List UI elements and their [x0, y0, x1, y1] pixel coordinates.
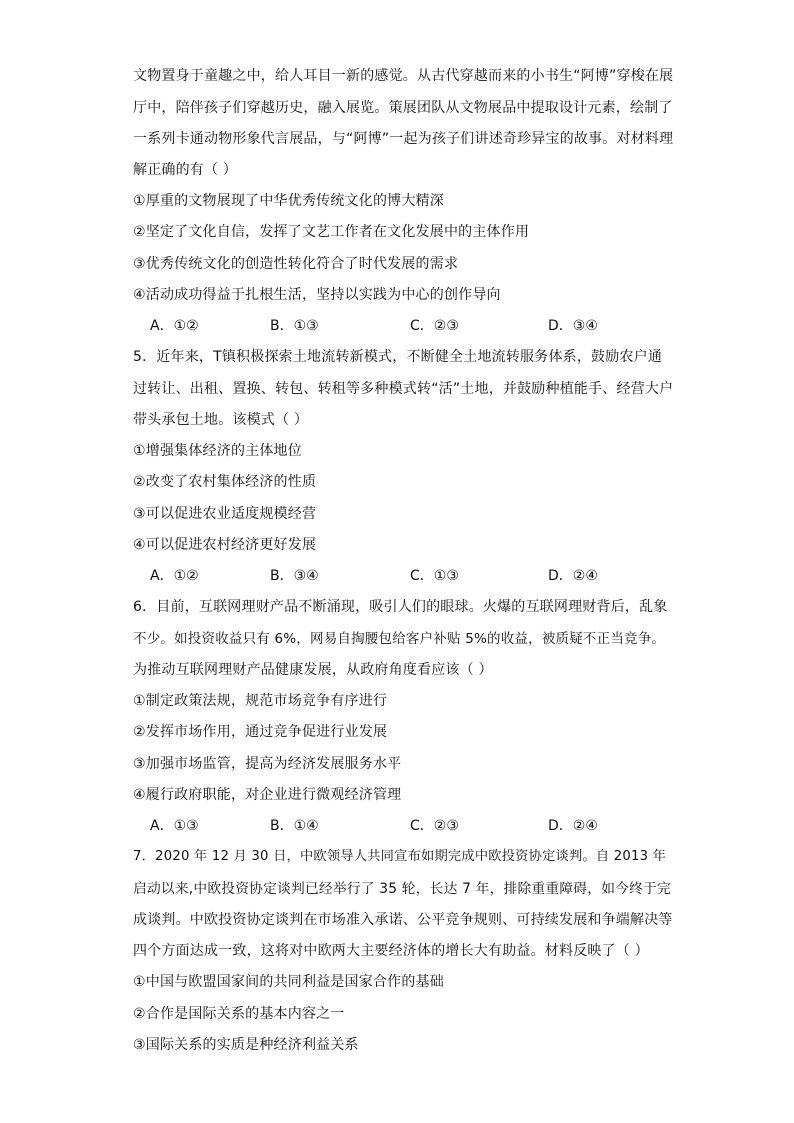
q4-statement-3: ③优秀传统文化的创造性转化符合了时代发展的需求	[133, 256, 459, 272]
q4-stem-line-4: 解正确的有（ ）	[133, 162, 238, 178]
q5-option-a: A．①②	[150, 568, 199, 584]
q6-option-d: D．②④	[548, 818, 598, 834]
q5-statement-1: ①增强集体经济的主体地位	[133, 443, 302, 459]
q6-stem-line-3: 为推动互联网理财产品健康发展，从政府角度看应该（ ）	[133, 662, 493, 678]
q5-stem-line-1: 5．近年来，T镇积极探索土地流转新模式，不断健全土地流转服务体系，鼓励农户通	[133, 349, 663, 365]
q5-options	[150, 566, 670, 586]
q4-stem-line-2: 厅中，陪伴孩子们穿越历史，融入展览。策展团队从文物展品中提取设计元素，绘制了	[133, 100, 673, 116]
q4-statement-2: ②坚定了文化自信，发挥了文艺工作者在文化发展中的主体作用	[133, 224, 530, 240]
q7-statement-1: ①中国与欧盟国家间的共同利益是国家合作的基础	[133, 974, 444, 990]
q5-option-c: C．①③	[410, 568, 459, 584]
q6-option-a: A．①③	[150, 818, 199, 834]
q6-statement-4: ④履行政府职能，对企业进行微观经济管理	[133, 787, 402, 803]
q7-stem-line-1: 7．2020 年 12 月 30 日，中欧领导人共同宣布如期完成中欧投资协定谈判。自 2013 年	[133, 849, 667, 864]
q7-stem-line-3: 成谈判。中欧投资协定谈判在市场准入承诺、公平竞争规则、可持续发展和争端解决等	[133, 912, 673, 928]
q5-stem-line-3: 带头承包土地。该模式（ ）	[133, 412, 309, 428]
q4-stem-line-3: 一系列卡通动物形象代言展品，与“阿博”一起为孩子们讲述奇珍异宝的故事。对材料理	[133, 131, 674, 147]
q4-option-a: A．①②	[150, 318, 199, 334]
q6-statement-1: ①制定政策法规，规范市场竞争有序进行	[133, 693, 388, 709]
q6-statement-2: ②发挥市场作用，通过竞争促进行业发展	[133, 724, 388, 740]
q4-options	[150, 316, 670, 336]
q6-statement-3: ③加强市场监管，提高为经济发展服务水平	[133, 756, 402, 772]
q6-options	[150, 816, 670, 836]
q6-option-c: C．②③	[410, 818, 459, 834]
q5-stem-line-2: 过转让、出租、置换、转包、转租等多种模式转“活”土地，并鼓励种植能手、经营大户	[133, 381, 674, 397]
q7-statement-3: ③国际关系的实质是种经济利益关系	[133, 1037, 359, 1053]
q4-option-d: D．③④	[548, 318, 598, 334]
q4-option-b: B．①③	[270, 318, 319, 334]
q4-option-c: C．②③	[410, 318, 459, 334]
q5-statement-3: ③可以促进农业适度规模经营	[133, 506, 317, 522]
q5-statement-4: ④可以促进农村经济更好发展	[133, 537, 317, 553]
q7-stem-line-4: 四个方面达成一致，这将对中欧两大主要经济体的增长大有助益。材料反映了（ ）	[133, 943, 649, 959]
q4-stem-line-1: 文物置身于童趣之中，给人耳目一新的感觉。从古代穿越而来的小书生“阿博”穿梭在展	[133, 68, 674, 84]
q7-stem-line-2: 启动以来,中欧投资协定谈判已经举行了 35 轮，长达 7 年，排除重重障碍，如今终于完	[133, 881, 671, 897]
q4-statement-4: ④活动成功得益于扎根生活，坚持以实践为中心的创作导向	[133, 287, 501, 303]
q6-stem-line-1: 6．目前，互联网理财产品不断涌现，吸引人们的眼球。火爆的互联网理财背后，乱象	[133, 599, 668, 615]
q5-option-b: B．③④	[270, 568, 319, 584]
q6-option-b: B．①④	[270, 818, 319, 834]
q7-statement-2: ②合作是国际关系的基本内容之一	[133, 1006, 345, 1022]
q4-statement-1: ①厚重的文物展现了中华优秀传统文化的博大精深	[133, 193, 444, 209]
q6-stem-line-2: 不少。如投资收益只有 6%，网易自掏腰包给客户补贴 5%的收益，被质疑不正当竞争。	[133, 631, 666, 647]
q5-statement-2: ②改变了农村集体经济的性质	[133, 474, 317, 490]
q5-option-d: D．②④	[548, 568, 598, 584]
